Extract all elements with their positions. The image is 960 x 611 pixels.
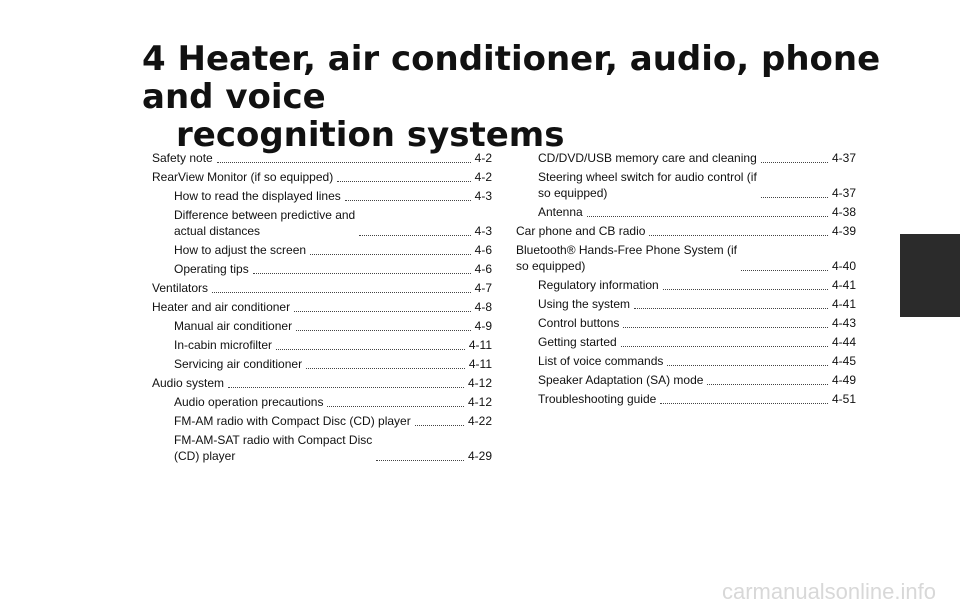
toc-entry[interactable] <box>152 375 492 391</box>
toc-leader-dots <box>217 161 471 163</box>
toc-entry-page: 4-37 <box>831 151 856 165</box>
toc-entry-page: 4-41 <box>831 297 856 311</box>
toc-entry[interactable] <box>152 150 492 166</box>
toc-entry-title: Getting started <box>538 335 617 349</box>
toc-leader-dots <box>327 405 464 407</box>
toc-entry-page: 4-40 <box>831 259 856 273</box>
toc-entry-page: 4-11 <box>468 338 492 352</box>
toc-leader-dots <box>707 383 828 385</box>
toc-entry-title: Safety note <box>152 151 213 165</box>
toc-entry[interactable] <box>516 391 856 407</box>
toc-entry[interactable] <box>516 277 856 293</box>
toc-entry[interactable] <box>152 432 492 464</box>
toc-entry-page: 4-39 <box>831 224 856 238</box>
toc-entry-title: In-cabin microfilter <box>174 338 273 352</box>
toc-entry[interactable] <box>152 280 492 296</box>
toc-leader-dots <box>761 196 828 198</box>
toc-leader-dots <box>306 367 465 369</box>
toc-leader-dots <box>623 326 828 328</box>
toc-entry[interactable] <box>152 242 492 258</box>
watermark: carmanualsonline.info <box>721 579 936 604</box>
toc-entry-title: FM-AM radio with Compact Disc (CD) player <box>174 414 411 428</box>
toc-entry[interactable] <box>516 204 856 220</box>
toc-entry-page: 4-2 <box>474 151 492 165</box>
toc-entry[interactable] <box>152 299 492 315</box>
toc-entry-page: 4-11 <box>468 357 492 371</box>
toc-entry-title: Control buttons <box>538 316 620 330</box>
toc-entry-title: RearView Monitor (if so equipped) <box>152 170 334 184</box>
toc-entry[interactable] <box>516 353 856 369</box>
toc-entry-page: 4-29 <box>467 449 492 463</box>
toc-entry[interactable] <box>152 169 492 185</box>
toc-leader-dots <box>228 386 464 388</box>
toc-entry-page: 4-3 <box>474 224 492 238</box>
toc-entry-page: 4-6 <box>474 262 492 276</box>
toc-entry-title: Audio system <box>152 376 225 390</box>
toc-entry-title: Difference between predictive and actual distances <box>174 208 356 238</box>
toc-entry[interactable] <box>516 150 856 166</box>
toc-left-column <box>152 150 492 467</box>
toc-entry-page: 4-8 <box>474 300 492 314</box>
toc-entry-title: Troubleshooting guide <box>538 392 657 406</box>
toc-entry-page: 4-41 <box>831 278 856 292</box>
chapter-title-line2: recognition systems <box>176 115 565 155</box>
toc-entry-page: 4-12 <box>467 376 492 390</box>
toc-entry[interactable] <box>152 318 492 334</box>
toc-entry-title: Bluetooth® Hands-Free Phone System (if so equipped) <box>516 243 737 273</box>
toc-leader-dots <box>649 234 828 236</box>
toc-entry-page: 4-51 <box>831 392 856 406</box>
toc-leader-dots <box>296 329 471 331</box>
toc-leader-dots <box>741 269 828 271</box>
chapter-title-line1: 4 Heater, air conditioner, audio, phone and voice <box>142 39 881 117</box>
toc-leader-dots <box>345 199 471 201</box>
toc-entry-page: 4-44 <box>831 335 856 349</box>
chapter-tab <box>900 234 960 317</box>
toc-leader-dots <box>337 180 470 182</box>
toc-entry-page: 4-37 <box>831 186 856 200</box>
toc-leader-dots <box>634 307 828 309</box>
toc-leader-dots <box>253 272 471 274</box>
toc-entry[interactable] <box>516 242 856 274</box>
toc-leader-dots <box>667 364 828 366</box>
toc-entry[interactable] <box>152 413 492 429</box>
toc-entry-title: Using the system <box>538 297 631 311</box>
toc-entry-title: Antenna <box>538 205 583 219</box>
toc-entry[interactable] <box>152 394 492 410</box>
toc-entry[interactable] <box>516 372 856 388</box>
toc-entry-page: 4-38 <box>831 205 856 219</box>
toc-entry-title: Audio operation precautions <box>174 395 324 409</box>
toc-leader-dots <box>359 234 470 236</box>
toc-entry[interactable] <box>516 169 856 201</box>
toc-entry-page: 4-12 <box>467 395 492 409</box>
toc-entry-title: How to read the displayed lines <box>174 189 341 203</box>
toc-entry[interactable] <box>152 356 492 372</box>
toc-entry-title: Heater and air conditioner <box>152 300 291 314</box>
toc-entry[interactable] <box>516 223 856 239</box>
toc-entry-page: 4-22 <box>467 414 492 428</box>
toc-entry-title: FM-AM-SAT radio with Compact Disc (CD) player <box>174 433 373 463</box>
toc-leader-dots <box>621 345 828 347</box>
toc-entry-title: How to adjust the screen <box>174 243 307 257</box>
toc-entry-title: Servicing air conditioner <box>174 357 303 371</box>
toc-entry[interactable] <box>152 337 492 353</box>
toc-entry-page: 4-45 <box>831 354 856 368</box>
toc-entry-page: 4-9 <box>474 319 492 333</box>
toc-entry-title: Car phone and CB radio <box>516 224 646 238</box>
toc-leader-dots <box>212 291 471 293</box>
toc-leader-dots <box>587 215 828 217</box>
toc-right-column <box>516 150 856 410</box>
toc-leader-dots <box>294 310 471 312</box>
toc-entry-page: 4-3 <box>474 189 492 203</box>
toc-entry-page: 4-43 <box>831 316 856 330</box>
toc-entry-page: 4-7 <box>474 281 492 295</box>
toc-leader-dots <box>663 288 828 290</box>
toc-entry-title: Ventilators <box>152 281 209 295</box>
toc-entry-title: CD/DVD/USB memory care and cleaning <box>538 151 757 165</box>
toc-leader-dots <box>660 402 828 404</box>
toc-entry-title: Operating tips <box>174 262 249 276</box>
toc-entry[interactable] <box>152 207 492 239</box>
toc-leader-dots <box>310 253 471 255</box>
toc-entry-page: 4-2 <box>474 170 492 184</box>
toc-entry-title: List of voice commands <box>538 354 664 368</box>
toc-entry-page: 4-49 <box>831 373 856 387</box>
toc-leader-dots <box>761 161 828 163</box>
toc-leader-dots <box>276 348 465 350</box>
toc-entry-page: 4-6 <box>474 243 492 257</box>
toc-entry-title: Regulatory information <box>538 278 659 292</box>
toc-entry-title: Manual air conditioner <box>174 319 293 333</box>
toc-entry[interactable] <box>152 261 492 277</box>
toc-entry[interactable] <box>516 334 856 350</box>
toc-leader-dots <box>415 424 464 426</box>
toc-entry[interactable] <box>516 296 856 312</box>
toc-entry-title: Speaker Adaptation (SA) mode <box>538 373 704 387</box>
chapter-title <box>142 40 942 154</box>
toc-entry[interactable] <box>516 315 856 331</box>
toc-leader-dots <box>376 459 464 461</box>
toc-entry[interactable] <box>152 188 492 204</box>
toc-entry-title: Steering wheel switch for audio control (if so equipped) <box>538 170 757 200</box>
